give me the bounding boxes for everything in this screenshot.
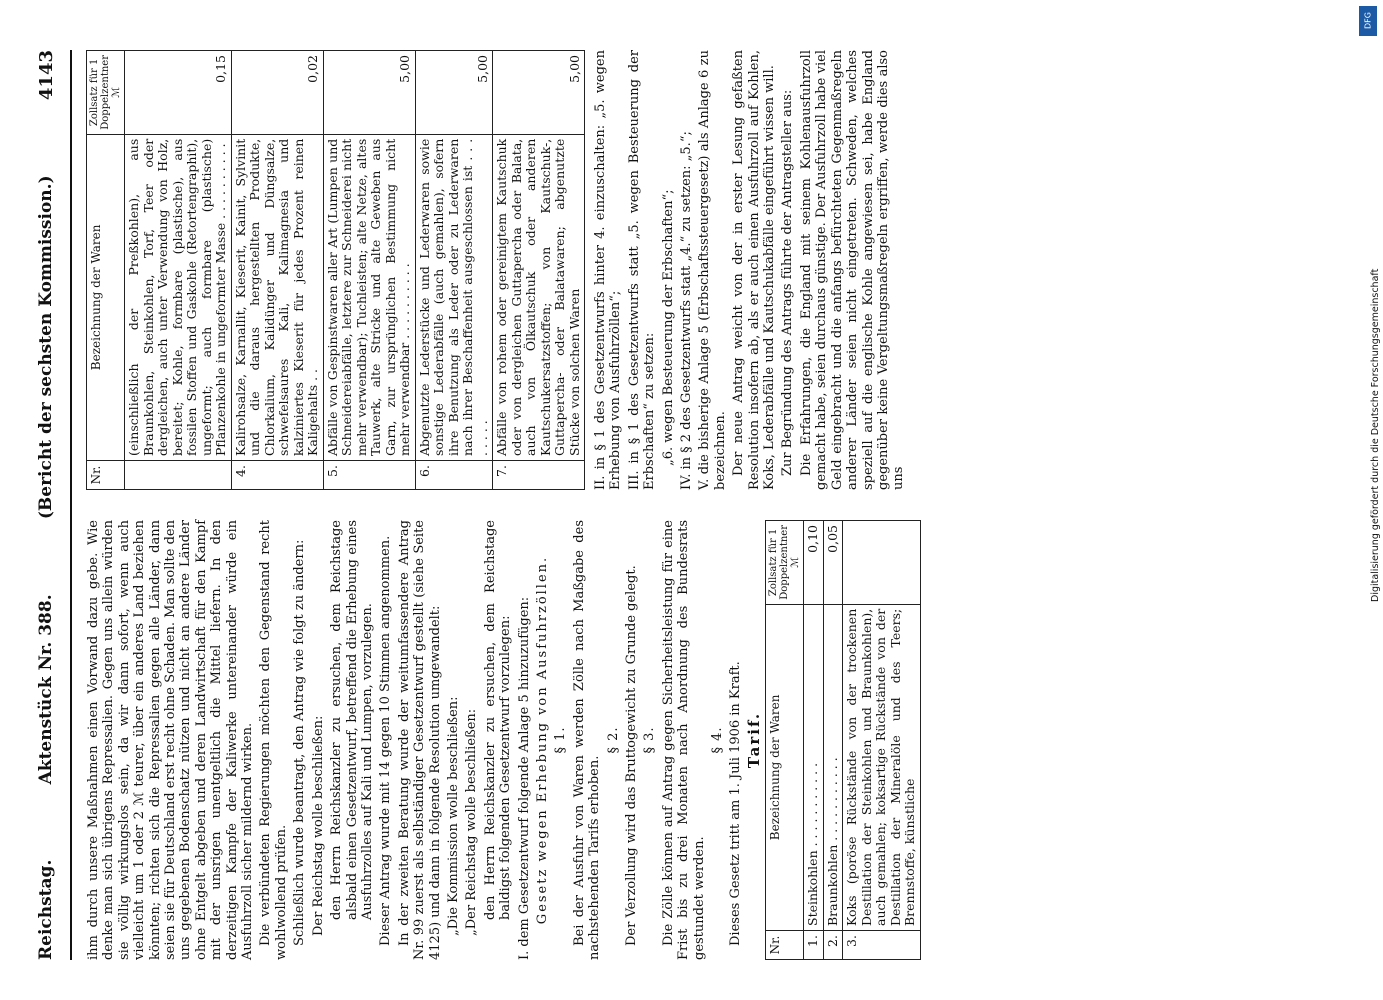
right-column bbox=[86, 50, 910, 490]
row-description: Abfälle von rohem oder gereinigtem Kautschuk oder von dergleichen Guttapercha oder Balata, auch von Ölkautschuk oder anderen Kautschukersatzstoffen; von Kautschuk-, Guttapercha- oder Balatawaren; abgenutzte Stücke von solchen Waren bbox=[493, 134, 585, 460]
table-row bbox=[493, 51, 585, 490]
section-heading: § 1. bbox=[553, 726, 569, 754]
row-number: 1. bbox=[804, 931, 824, 960]
left-column bbox=[86, 520, 921, 960]
section-heading: § 4. bbox=[710, 726, 726, 754]
row-number: 4. bbox=[231, 461, 323, 490]
row-rate: 5,00 bbox=[323, 51, 415, 135]
row-rate: 0,15 bbox=[125, 51, 232, 135]
column-header: Nr. bbox=[766, 931, 804, 960]
row-rate: 5,00 bbox=[493, 51, 585, 135]
paragraph: Die Zölle können auf Antrag gegen Sicherheitsleistung für eine Frist bis zu drei Monaten nach Anordnung des Bundesrats gestundet werden. bbox=[660, 520, 707, 960]
paragraph: den Herrn Reichskanzler zu ersuchen, dem Reichstage baldigst folgenden Gesetzentwurf vorzulegen: bbox=[482, 520, 514, 920]
paragraph: Der Reichstag wolle beschließen: bbox=[310, 715, 326, 936]
row-description: Kalirohsalze, Karnallit, Kieserit, Kainit, Sylvinit und die daraus hergestellten Produkte, Chlorkalium, Kalidünger und Düngsalze, schwefelsaures Kali, Kalimagnesia und kalziniertes Kieserit für jedes Prozent reinen Kaligehalts . . bbox=[231, 134, 323, 460]
table-row bbox=[125, 51, 232, 490]
column-header: Zollsatz für 1 Doppelzentner ℳ bbox=[87, 51, 125, 135]
page-number: 4143 bbox=[35, 50, 57, 101]
table-row bbox=[231, 51, 323, 490]
header-left: Reichstag. bbox=[36, 859, 56, 960]
column-header: Bezeichnung der Waren bbox=[87, 134, 125, 460]
paragraph: den Herrn Reichskanzler zu ersuchen, dem Reichstage alsbald einen Gesetzentwurf, betreffend die Erhebung eines Ausfuhrzolles auf Kali und Lumpen, vorzulegen. bbox=[329, 520, 375, 920]
paragraph: „Der Reichstag wolle beschließen: bbox=[464, 708, 480, 936]
paragraph: Zur Begründung des Antrags führte der Antragsteller aus: bbox=[780, 89, 796, 476]
paragraph: „6. wegen Besteuerung der Erbschaften“; bbox=[660, 189, 676, 466]
row-number: 2. bbox=[823, 931, 843, 960]
paragraph: Der Verzollung wird das Bruttogewicht zu Grunde gelegt. bbox=[624, 565, 639, 946]
paragraph: I. dem Gesetzentwurf folgende Anlage 5 hinzuzufügen: bbox=[516, 596, 532, 960]
paragraph: „Die Kommission wolle beschließen: bbox=[445, 696, 461, 936]
tariff-table bbox=[765, 520, 921, 960]
paragraph: II. in § 1 des Gesetzentwurfs hinter 4. einzuschalten: „5. wegen Erhebung von Ausfuhrzöllen“; bbox=[593, 50, 624, 490]
paragraph: IV. in § 2 des Gesetzentwurfs statt „4.“ zu setzen: „5.“; bbox=[679, 131, 695, 490]
paragraph: Die Erfahrungen, die England mit seinem Kohlenausfuhrzoll gemacht habe, seien durchaus günstige. Der Ausfuhrzoll habe viel Geld eingebracht und die anfangs befürchteten Gegenmaßregeln anderer Länder seien nicht eingetreten. Schweden, welches speziell auf die englische Kohle angewiesen sei, habe England gegenüber keine Vergeltungsmaßregeln ergriffen, werde dies also uns bbox=[798, 50, 907, 490]
paragraph: Die verbündeten Regierungen möchten den Gegenstand recht wohlwollend prüfen. bbox=[258, 520, 289, 960]
paragraph: V. die bisherige Anlage 5 (Erbschaftssteuergesetz) als Anlage 6 zu bezeichnen. bbox=[697, 50, 728, 490]
header-center-right: (Bericht der sechsten Kommission.) bbox=[36, 175, 56, 520]
page-header bbox=[22, 50, 72, 960]
digitization-sidebar bbox=[1355, 0, 1383, 1000]
row-rate: 0,10 bbox=[804, 521, 824, 605]
row-description: Abfälle von Gespinstwaren aller Art (Lumpen und Schneidereiabfälle, letztere zur Schneiderei nicht mehr verwendbar); Tuchleisten; alte Netze, altes Tauwerk, alte Stricke und alte Geweben aus Garn, zur ursprünglichen Bestimmung nicht mehr verwendbar . . . . . . . . . . bbox=[323, 134, 415, 460]
dfg-logo: DFG bbox=[1359, 6, 1377, 36]
row-number: 6. bbox=[415, 461, 493, 490]
law-title: Gesetz wegen Erhebung von Ausfuhrzöllen. bbox=[534, 555, 550, 925]
paragraph: Der neue Antrag weicht von der in erster Lesung gefaßten Resolution insofern ab, als er auch einen Ausfuhrzoll auf Kohlen, Koks, Lederabfälle und Kautschukabfälle eingeführt wissen will. bbox=[731, 50, 778, 490]
row-number: 7. bbox=[493, 461, 585, 490]
column-header: Nr. bbox=[87, 461, 125, 490]
row-description: Abgenutzte Lederstücke und Lederwaren sowie sonstige Lederabfälle (auch gemahlen), sofern ihre Benutzung als Leder oder zu Lederwaren nach ihrer Beschaffenheit ausgeschlossen ist . . . . . . . . bbox=[415, 134, 493, 460]
row-number bbox=[125, 461, 232, 490]
paragraph: III. in § 1 des Gesetzentwurfs statt „5. wegen Besteuerung der Erbschaften“ zu setzen: bbox=[626, 50, 658, 490]
paragraph: ihm durch unsere Maßnahmen einen Vorwand dazu gebe. Wie denke man sich übrigens Repressalien. Gegen uns allein würden sie völlig wirkungslos sein, da wir dann sofort, wenn auch vielleicht um 1 oder 2 ℳ teurer, über ein anderes Land beziehen könnten; richten sich die Repressalien gegen alle Länder, dann seien sie für Deutschland erst recht ohne Schaden. Man sollte den uns gegebenen Bodenschatz nützen und nicht an andere Länder ohne Entgelt abgeben und deren Landwirtschaft für den Kampf mit der unsrigen unentgeltlich die Mittel liefern. In den derzeitigen Kampfe der Kaliwerke untereinander würde ein Ausfuhrzoll sicher mildernd wirken. bbox=[86, 520, 256, 960]
funding-note: Digitalisierung gefördert durch die Deutsche Forschungsgemeinschaft bbox=[1370, 268, 1381, 602]
tariff-heading: Tarif. bbox=[744, 711, 763, 769]
row-description: Steinkohlen . . . . . . . . . . . bbox=[804, 604, 824, 930]
row-rate: 0,05 bbox=[823, 521, 843, 605]
paragraph: Dieses Gesetz tritt am 1. Juli 1906 in Kraft. bbox=[728, 661, 744, 946]
header-center-left: Aktenstück Nr. 388. bbox=[36, 594, 56, 785]
table-row bbox=[843, 521, 921, 960]
paragraph: Bei der Ausfuhr von Waren werden Zölle nach Maßgabe des nachstehenden Tarifs erhoben. bbox=[571, 520, 603, 960]
row-number: 3. bbox=[843, 931, 921, 960]
row-description: (einschließlich der Preßkohlen), aus Braunkohlen, Steinkohlen, Torf, Teer oder dergleichen, auch unter Verwendung von Holz, bereitet; Kohle, formbare (plastische), aus fossilen Stoffen und Gaskohle (Retortengraphit), ungeformt; auch formbare (plastische) Pflanzenkohle in ungeformter Masse . . . . . . . . . . bbox=[125, 134, 232, 460]
tariff-table-continued bbox=[86, 50, 585, 490]
row-number: 5. bbox=[323, 461, 415, 490]
paragraph: Schließlich wurde beantragt, den Antrag wie folgt zu ändern: bbox=[292, 539, 308, 946]
row-rate: 5,00 bbox=[415, 51, 493, 135]
column-header: Zollsatz für 1 Doppelzentner ℳ bbox=[766, 521, 804, 605]
table-row bbox=[804, 521, 824, 960]
column-header: Bezeichnung der Waren bbox=[766, 604, 804, 930]
table-row bbox=[415, 51, 493, 490]
row-description: Braunkohlen . . . . . . . . . . . bbox=[823, 604, 843, 930]
table-row bbox=[823, 521, 843, 960]
paragraph: In der zweiten Beratung wurde der weitumfassendere Antrag Nr. 99 zuerst als selbständiger Gesetzentwurf gestellt (siehe Seite 4125) und dann in folgende Resolution umgewandelt: bbox=[396, 520, 443, 960]
section-heading: § 2. bbox=[605, 726, 621, 754]
paragraph: Dieser Antrag wurde mit 14 gegen 10 Stimmen angenommen. bbox=[378, 535, 394, 946]
row-rate bbox=[843, 521, 921, 605]
row-rate: 0,02 bbox=[231, 51, 323, 135]
row-description: Koks (poröse Rückstände von der trockenen Destillation der Steinkohlen und Braunkohlen), auch gemahlen; koksartige Rückstände von der Destillation der Mineralöle und des Teers; Brennstoffe, künstliche bbox=[843, 604, 921, 930]
section-heading: § 3. bbox=[642, 726, 658, 754]
table-row bbox=[323, 51, 415, 490]
